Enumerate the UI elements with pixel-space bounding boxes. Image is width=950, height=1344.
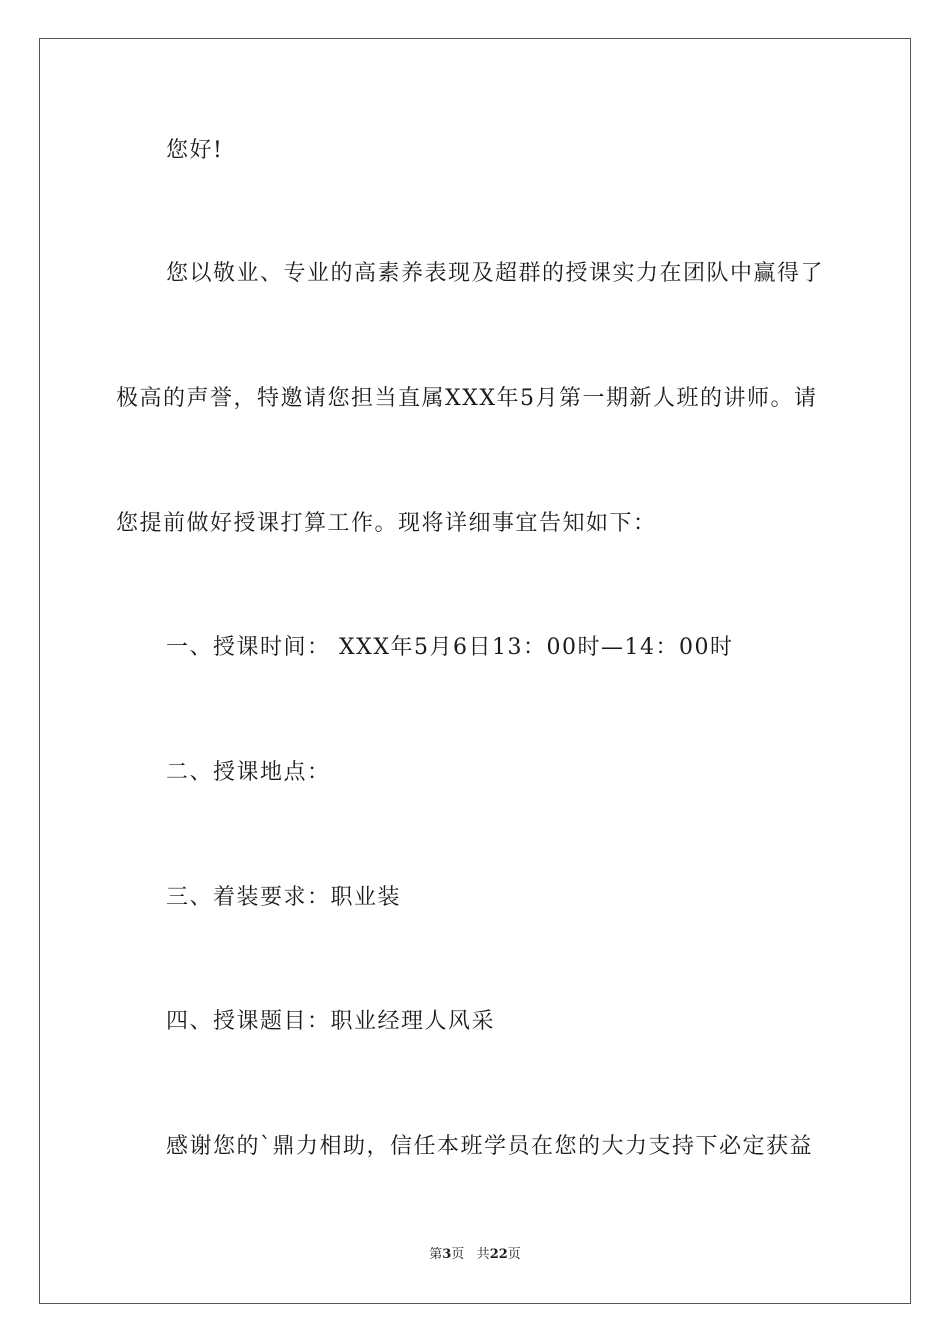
closing-line: 感谢您的`鼎力相助，信任本班学员在您的大力支持下必定获益 bbox=[166, 1134, 814, 1159]
item-teaching-location: 二、授课地点： bbox=[166, 760, 331, 785]
paragraph-line-3: 您提前做好授课打算工作。现将详细事宜告知如下： bbox=[116, 511, 657, 536]
page-footer bbox=[0, 1246, 950, 1264]
paragraph-line-2: 极高的声誉，特邀请您担当直属XXX年5月第一期新人班的讲师。请 bbox=[116, 386, 818, 411]
footer-page-prefix: 第 bbox=[429, 1247, 443, 1262]
greeting-text: 您好! bbox=[166, 138, 224, 163]
footer-page-suffix: 页 bbox=[451, 1247, 465, 1262]
item-teaching-topic: 四、授课题目：职业经理人风采 bbox=[166, 1009, 496, 1034]
footer-page-total: 22 bbox=[489, 1247, 508, 1262]
page-frame bbox=[39, 38, 911, 1304]
footer-total-suffix: 页 bbox=[507, 1247, 521, 1262]
paragraph-line-1: 您以敬业、专业的高素养表现及超群的授课实力在团队中赢得了 bbox=[166, 261, 825, 286]
footer-total-prefix: 共 bbox=[476, 1247, 490, 1262]
footer-page-current: 3 bbox=[442, 1247, 452, 1262]
item-teaching-time: 一、授课时间： XXX年5月6日13：00时—14：00时 bbox=[166, 635, 734, 660]
item-dress-code: 三、着装要求：职业装 bbox=[166, 885, 402, 910]
